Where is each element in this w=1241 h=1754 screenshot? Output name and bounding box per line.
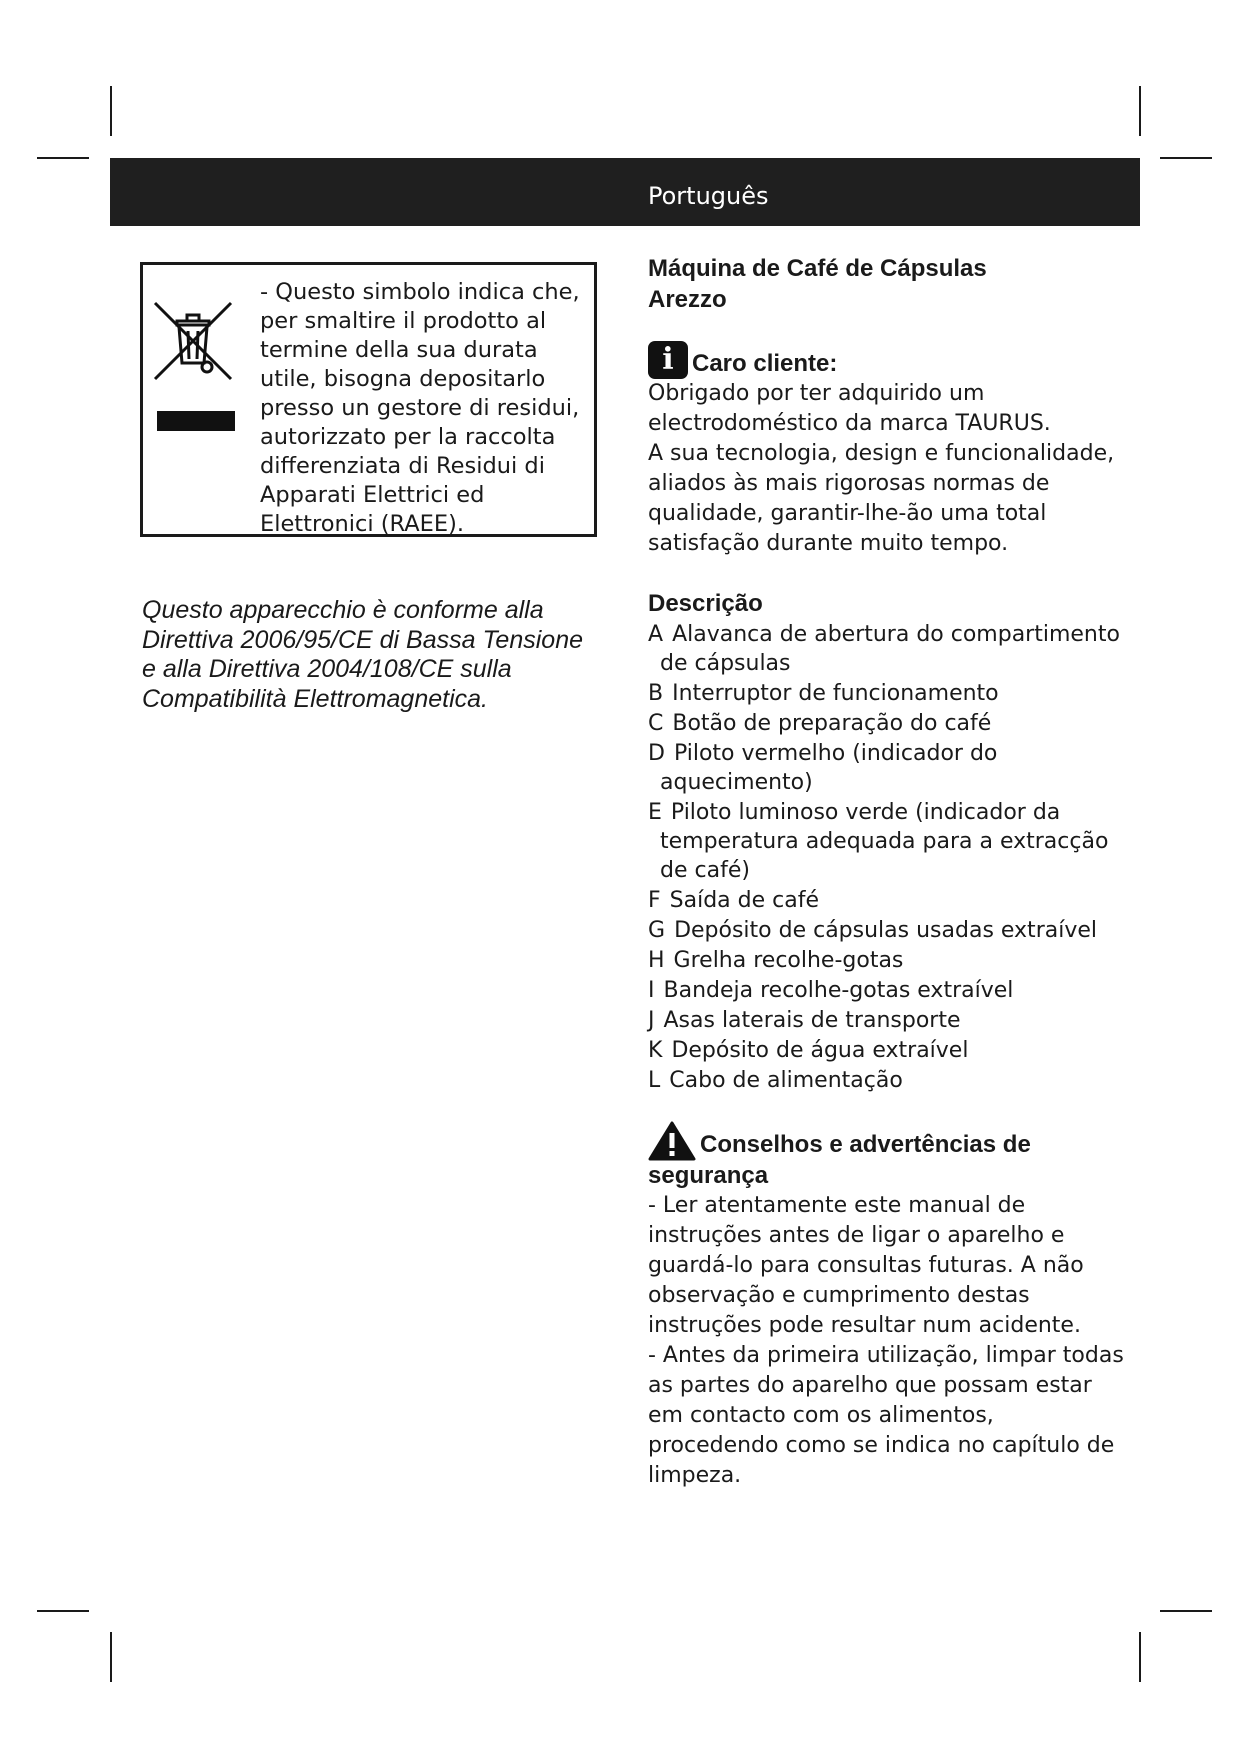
crop-mark-bottom-left-horizontal	[37, 1610, 89, 1612]
item-letter: I	[648, 977, 655, 1003]
product-title	[648, 254, 1128, 315]
welcome-heading: Caro cliente:	[692, 349, 838, 377]
safety-heading-line1: Conselhos e advertências de	[700, 1131, 1031, 1158]
language-header-bar	[110, 158, 1140, 226]
crop-mark-top-left-vertical	[110, 86, 112, 136]
item-letter: G	[648, 917, 666, 943]
list-item	[648, 620, 1128, 678]
item-letter: J	[648, 1007, 655, 1033]
description-section	[648, 589, 1128, 1095]
crop-mark-bottom-left-vertical	[110, 1632, 112, 1682]
item-letter: C	[648, 710, 664, 736]
weee-black-bar	[157, 411, 235, 431]
crossed-bin-icon	[151, 299, 235, 383]
main-column	[648, 254, 1128, 1491]
description-list	[648, 620, 1128, 1095]
language-title: Português	[648, 182, 769, 210]
list-item	[648, 1036, 1128, 1065]
item-letter: L	[648, 1067, 661, 1093]
item-text: Depósito de cápsulas usadas extraível	[674, 917, 1097, 943]
list-item	[648, 739, 1128, 797]
list-item	[648, 976, 1128, 1005]
item-text: Bandeja recolhe-gotas extraível	[663, 977, 1014, 1003]
item-text: Saída de café	[669, 887, 820, 913]
list-item	[648, 1006, 1128, 1035]
safety-section	[648, 1121, 1128, 1492]
safety-paragraph-1: - Ler atentamente este manual de instruções antes de ligar o aparelho e guardá-lo para consultas futuras. A não observação e cumprimento destas instruções pode resultar num acidente.	[648, 1193, 1084, 1338]
list-item	[648, 709, 1128, 738]
item-text: Piloto vermelho (indicador do aquecimento)	[660, 740, 998, 795]
item-text: Interruptor de funcionamento	[672, 680, 999, 706]
item-text: Cabo de alimentação	[669, 1067, 903, 1093]
welcome-paragraph-1: Obrigado por ter adquirido um electrodoméstico da marca TAURUS.	[648, 381, 1051, 436]
item-letter: B	[648, 680, 664, 706]
item-text: Depósito de água extraível	[671, 1037, 969, 1063]
crop-mark-top-right-horizontal	[1160, 157, 1212, 159]
list-item	[648, 916, 1128, 945]
item-letter: E	[648, 799, 662, 825]
conformity-statement: Questo apparecchio è conforme alla Direttiva 2006/95/CE di Bassa Tensione e alla Direttiva 2004/108/CE sulla Compatibilità Elettromagnetica.	[142, 596, 584, 713]
welcome-paragraph-2: A sua tecnologia, design e funcionalidade, aliados às mais rigorosas normas de qualidade, garantir-lhe-ão uma total satisfação durante muito tempo.	[648, 441, 1115, 556]
list-item	[648, 1066, 1128, 1095]
item-text: Grelha recolhe-gotas	[673, 947, 904, 973]
description-heading: Descrição	[648, 590, 763, 617]
item-letter: H	[648, 947, 665, 973]
crop-mark-top-right-vertical	[1139, 86, 1141, 136]
item-letter: K	[648, 1037, 663, 1063]
warning-icon	[648, 1121, 696, 1161]
weee-notice-box	[140, 262, 597, 537]
crop-mark-bottom-right-horizontal	[1160, 1610, 1212, 1612]
item-letter: D	[648, 740, 665, 766]
list-item	[648, 886, 1128, 915]
list-item	[648, 798, 1128, 885]
crop-mark-top-left-horizontal	[37, 157, 89, 159]
list-item	[648, 946, 1128, 975]
weee-notice-text: - Questo simbolo indica che, per smaltire il prodotto al termine della sua durata utile, bisogna depositarlo presso un gestore di residui, autorizzato per la raccolta differenziata di Residui di Apparati Elettrici ed Elettronici (RAEE).	[260, 279, 580, 537]
product-title-line2: Arezzo	[648, 285, 727, 313]
item-text: Alavanca de abertura do compartimento de cápsulas	[660, 621, 1120, 676]
welcome-section	[648, 341, 1128, 559]
list-item	[648, 679, 1128, 708]
crop-mark-bottom-right-vertical	[1139, 1632, 1141, 1682]
safety-heading-line2: segurança	[648, 1161, 769, 1189]
item-letter: A	[648, 621, 664, 647]
safety-paragraph-2: - Antes da primeira utilização, limpar todas as partes do aparelho que possam estar em contacto com os alimentos, procedendo como se indica no capítulo de limpeza.	[648, 1343, 1124, 1488]
item-letter: F	[648, 887, 661, 913]
product-title-line1: Máquina de Café de Cápsulas	[648, 255, 987, 282]
info-icon: i	[648, 341, 688, 379]
item-text: Botão de preparação do café	[672, 710, 992, 736]
item-text: Piloto luminoso verde (indicador da temperatura adequada para a extracção de café)	[660, 799, 1109, 883]
item-text: Asas laterais de transporte	[663, 1007, 961, 1033]
